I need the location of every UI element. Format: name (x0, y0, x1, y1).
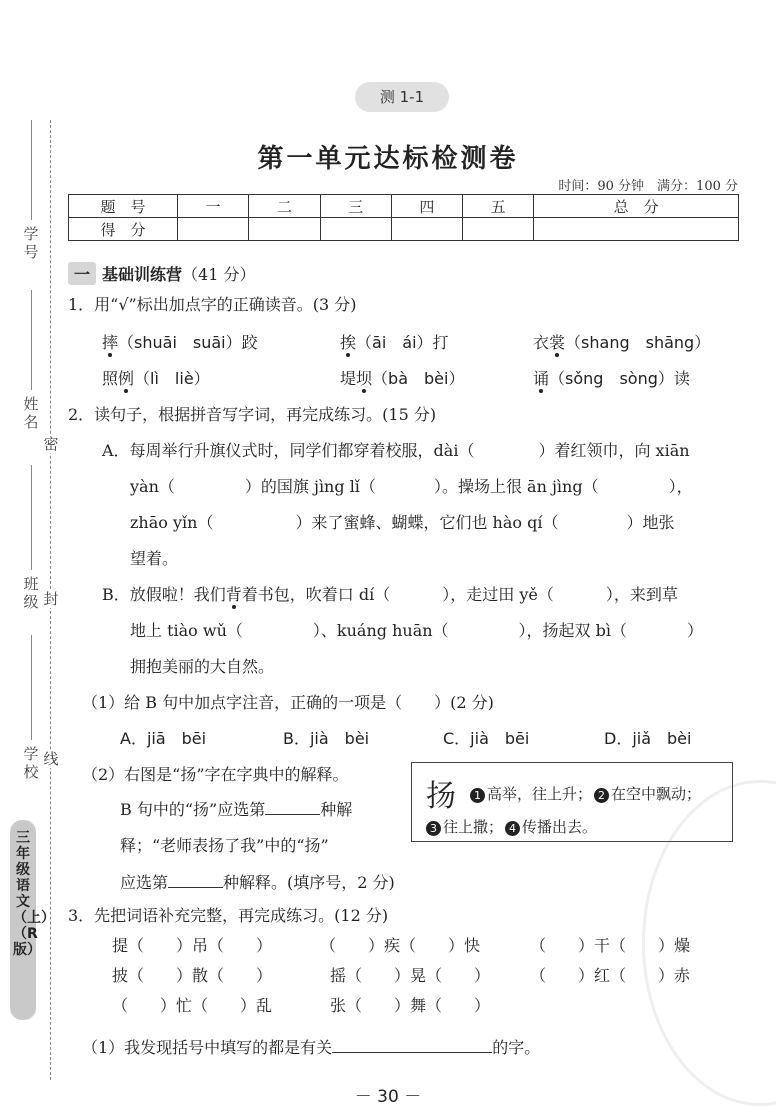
q3-word: 张（ ）舞（ ） (330, 996, 491, 1015)
q3-word: （ ）疾（ ）快 (320, 936, 481, 955)
time-info: 时间：90 分钟 满分：100 分 (558, 179, 738, 194)
score-header-cell: 题 号 (69, 195, 178, 218)
q1-item: 诵（sǒng sòng）读 (533, 369, 690, 388)
name-underline (31, 290, 32, 390)
q1-item: 照例（lì liè） (102, 369, 210, 388)
q3-word: （ ）红（ ）赤 (530, 966, 691, 985)
dictionary-meanings-line2: 3 往上撒； 4 传播出去。 (424, 816, 597, 837)
section-points: （41 分） (182, 265, 256, 284)
book-label: 三年级语文（上）（R版） (13, 830, 55, 958)
dotted-char: 坝 (356, 369, 373, 388)
q2-a-line: yàn（ ）的国旗 jìng lǐ（ ）。操场上很 ān jìng（ ）， (130, 477, 693, 496)
q1-item: 衣裳（shang shāng） (533, 333, 711, 352)
dictionary-meanings-line1: 1 高举，往上升； 2 在空中飘动； (468, 783, 701, 804)
dotted-char: 摔 (102, 333, 119, 352)
test-badge: 测 1-1 (355, 82, 449, 112)
q3-word: 摇（ ）晃（ ） (330, 966, 491, 985)
seal-feng: 封 (40, 590, 62, 608)
score-header-cell: 一 (178, 195, 249, 218)
score-cell[interactable] (391, 218, 462, 241)
q3-word: 提（ ）吊（ ） (112, 936, 273, 955)
book-tab (10, 820, 55, 1020)
q2-b-line: 地上 tiào wǔ（ ）、kuáng huān（ ），扬起双 bì（ ） (130, 621, 704, 640)
q3-word: （ ）干（ ）燥 (530, 936, 691, 955)
q2-sub2-line: （2）右图是“扬”字在字典中的解释。 (82, 765, 349, 784)
q3-word: （ ）忙（ ）乱 (112, 996, 273, 1015)
score-header-cell: 二 (249, 195, 320, 218)
q3-sub1: （1）我发现括号中填写的都是有关 的字。 (82, 1038, 541, 1057)
dotted-char: 裳 (549, 333, 566, 352)
score-row-label: 得 分 (69, 218, 178, 241)
q1-item: 摔（shuāi suāi）跤 (102, 333, 258, 352)
seal-xian: 线 (40, 750, 62, 768)
student-id-label: 学号 (23, 225, 39, 261)
q3-word: 披（ ）散（ ） (112, 966, 273, 985)
score-cell[interactable] (534, 218, 739, 241)
dictionary-entry-box (411, 762, 733, 842)
section-number-badge: 一 (68, 262, 96, 285)
dotted-char: 背 (225, 585, 242, 604)
dictionary-char: 扬 (426, 779, 456, 814)
q2-a-line: A．每周举行升旗仪式时，同学们都穿着校服，dài（ ）着红领巾，向 xiān (102, 441, 690, 460)
q2-a-line: zhāo yǐn（ ）来了蜜蜂、蝴蝶，它们也 hào qí（ ）地张 (130, 513, 675, 532)
page-number: － 30 － (354, 1087, 422, 1107)
section-title: 基础训练营 (102, 265, 183, 284)
score-table-score-row (69, 218, 739, 241)
class-underline (31, 465, 32, 570)
score-cell[interactable] (249, 218, 320, 241)
q1-item: 堤坝（bà bèi） (340, 369, 465, 388)
q2-stem: 2．读句子，根据拼音写字词，再完成练习。(15 分) (68, 405, 437, 424)
q2-sub2-line: 应选第 种解释。(填序号，2 分) (120, 873, 395, 892)
answer-blank[interactable] (332, 1036, 492, 1053)
q2-b-line: B．放假啦！我们背着书包，吹着口 dí（ ），走过田 yě（ ），来到草 (102, 585, 678, 604)
q2-sub2-line: 释；“老师表扬了我”中的“扬” (120, 836, 329, 855)
q2-option-c[interactable]: C．jià bēi (443, 729, 530, 748)
score-cell[interactable] (320, 218, 391, 241)
q2-option-b[interactable]: B．jià bèi (283, 729, 370, 748)
score-table-header-row (69, 195, 739, 218)
dotted-char: 挨 (340, 333, 357, 352)
class-label: 班级 (23, 575, 39, 611)
score-cell[interactable] (178, 218, 249, 241)
score-header-cell: 三 (320, 195, 391, 218)
school-label: 学校 (23, 745, 39, 781)
score-cell[interactable] (463, 218, 534, 241)
dotted-char: 诵 (533, 369, 550, 388)
q2-sub2-line: B 句中的“扬”应选第 种解 (120, 800, 353, 819)
answer-blank[interactable] (168, 871, 223, 888)
score-table (68, 194, 739, 241)
score-header-cell: 五 (463, 195, 534, 218)
q2-sub1: （1）给 B 句中加点字注音，正确的一项是（ ）(2 分) (82, 693, 494, 712)
section-heading (68, 262, 255, 285)
q2-option-d[interactable]: D．jiǎ bèi (604, 729, 692, 748)
score-header-cell: 总 分 (534, 195, 739, 218)
answer-blank[interactable] (265, 798, 320, 815)
page-title: 第一单元达标检测卷 (257, 144, 519, 174)
q2-option-a[interactable]: A．jiā bēi (120, 729, 207, 748)
q3-stem: 3．先把词语补充完整，再完成练习。(12 分) (68, 906, 389, 925)
q1-item: 挨（āi ái）打 (340, 333, 449, 352)
dotted-char: 例 (118, 369, 135, 388)
q2-a-line: 望着。 (130, 549, 179, 568)
seal-mi: 密 (40, 435, 62, 453)
q1-stem: 1．用“√”标出加点字的正确读音。(3 分) (68, 295, 357, 314)
q2-b-line: 拥抱美丽的大自然。 (130, 657, 275, 676)
score-header-cell: 四 (391, 195, 462, 218)
name-label: 姓名 (23, 395, 39, 431)
school-underline (31, 635, 32, 740)
